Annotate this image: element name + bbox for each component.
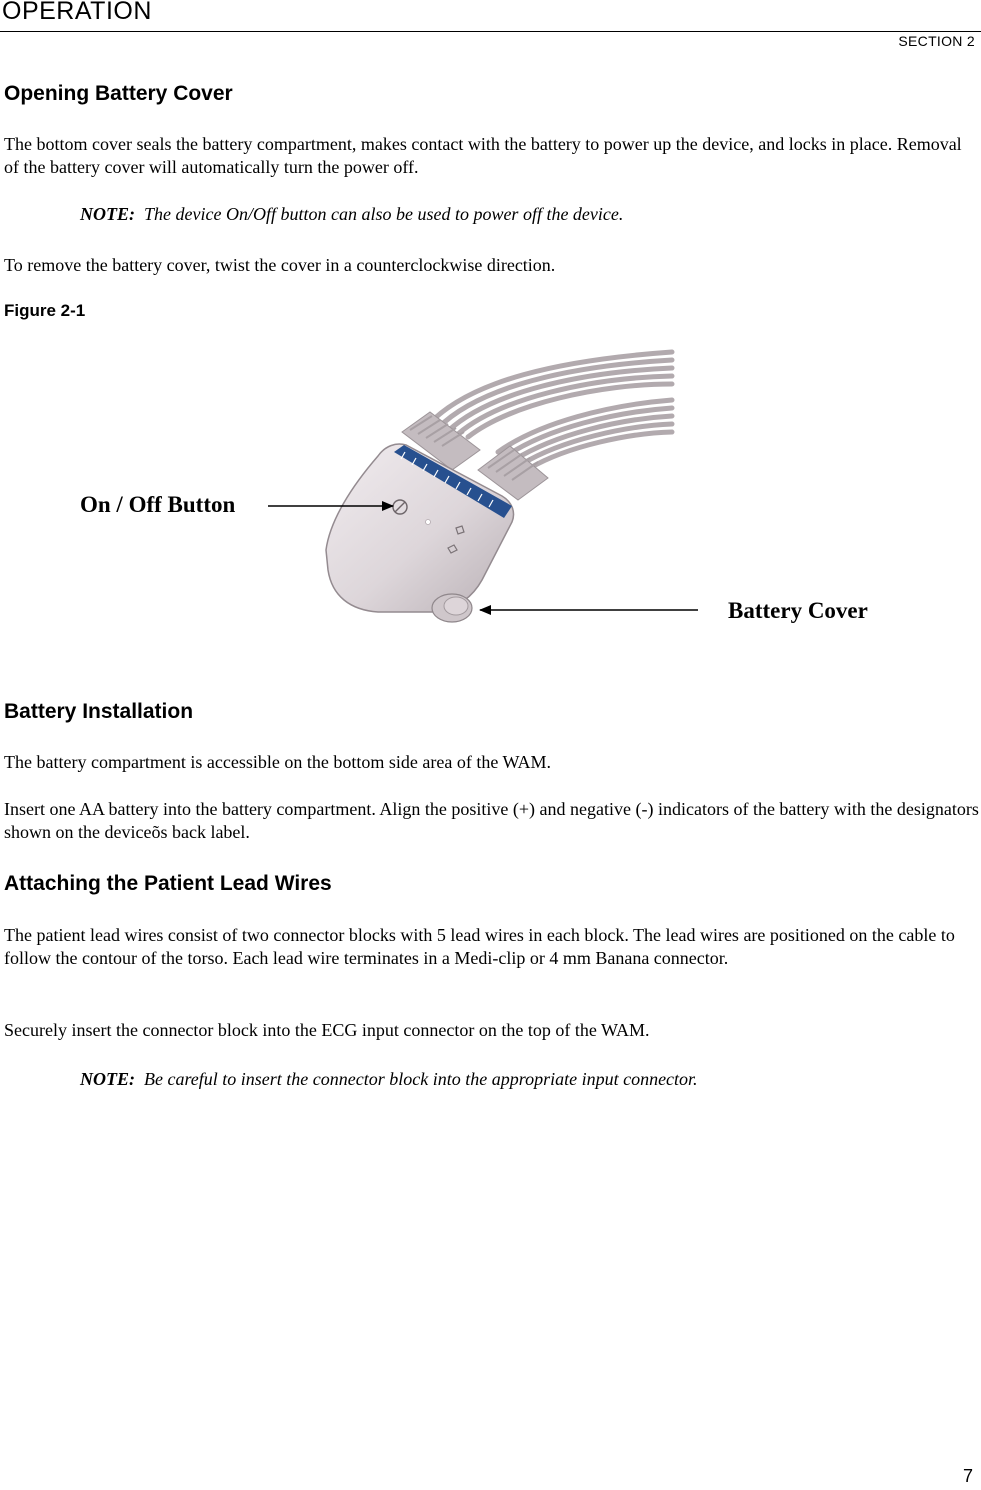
header-title: OPERATION xyxy=(2,0,152,25)
battery-cover xyxy=(432,594,472,622)
note-label: NOTE: xyxy=(80,204,135,224)
header-section: SECTION 2 xyxy=(898,33,975,49)
callout-battery-cover: Battery Cover xyxy=(728,598,868,623)
header-rule xyxy=(0,31,981,32)
heading-battery-installation: Battery Installation xyxy=(4,700,194,723)
opening-paragraph-2: To remove the battery cover, twist the cover in a counterclockwise direction. xyxy=(4,255,556,275)
installation-paragraph-2: Insert one AA battery into the battery compartment. Align the positive (+) and negative (-) indicators of the battery with the designators shown on the deviceõs back label. xyxy=(4,799,979,842)
attaching-note xyxy=(80,1069,698,1090)
attaching-paragraph-2: Securely insert the connector block into the ECG input connector on the top of the WAM. xyxy=(4,1020,650,1040)
heading-opening-battery-cover: Opening Battery Cover xyxy=(4,82,233,105)
opening-note xyxy=(80,204,623,225)
attaching-paragraph-1: The patient lead wires consist of two connector blocks with 5 lead wires in each block. The lead wires are positioned on the cable to follow the contour of the torso. Each lead wire terminates in a Medi-clip or 4 mm Banana connector. xyxy=(4,925,955,968)
status-led xyxy=(426,520,431,525)
opening-paragraph-1: The bottom cover seals the battery compartment, makes contact with the battery to power up the device, and locks in place. Removal of the battery cover will automatically turn the power off. xyxy=(4,134,962,177)
note-text: The device On/Off button can also be used to power off the device. xyxy=(144,204,624,224)
callout-on-off-button: On / Off Button xyxy=(80,492,236,517)
figure-label: Figure 2-1 xyxy=(4,301,86,320)
installation-paragraph-1: The battery compartment is accessible on the bottom side area of the WAM. xyxy=(4,752,551,772)
heading-attaching-lead-wires: Attaching the Patient Lead Wires xyxy=(4,872,332,895)
note-text: Be careful to insert the connector block into the appropriate input connector. xyxy=(144,1069,698,1089)
note-label: NOTE: xyxy=(80,1069,135,1089)
page-number: 7 xyxy=(962,1466,973,1486)
